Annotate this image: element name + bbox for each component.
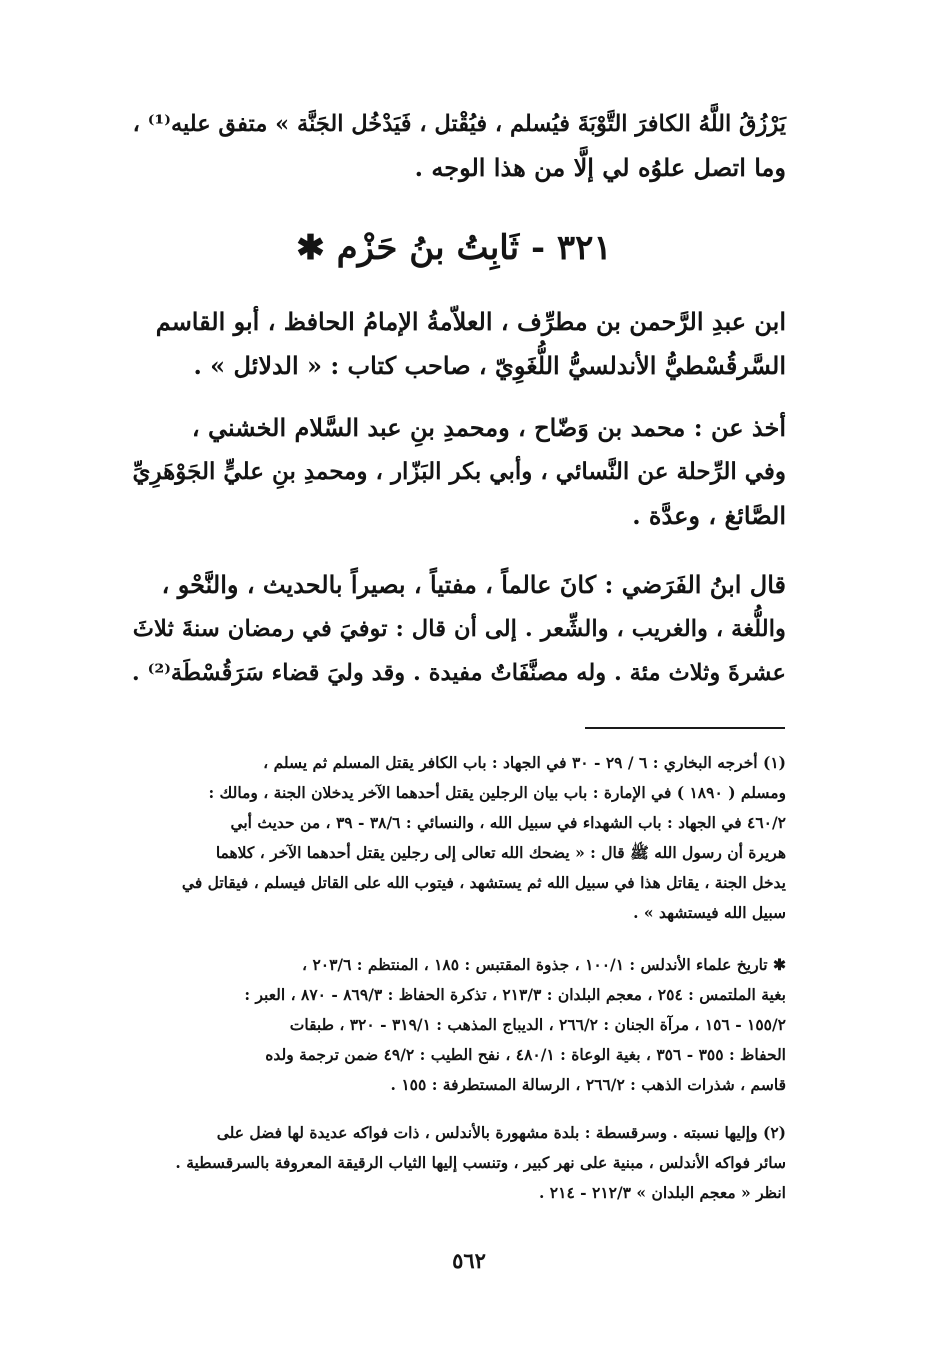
footnote-line: هريرة أن رسول الله ﷺ قال : « يضحك الله تعالى إلى رجلين يقتل أحدهما الآخر ، كلاهما [215,843,786,862]
paragraph-biography [122,563,786,695]
intro-paragraph [122,102,786,190]
footnote-line: سبيل الله فيستشهد » . [633,903,786,922]
footnote-line: ١٥٥/٢ - ١٥٦ ، مرآة الجنان : ٢٦٦/٢ ، الديباج المذهب : ٣١٩/١ - ٣٢٠ ، طبقات [289,1015,786,1034]
footnote-line: الحفاظ : ٣٥٥ - ٣٥٦ ، بغية الوعاة : ٤٨٠/١ ، نفح الطيب : ٤٩/٢ ضمن ترجمة ولده [265,1045,786,1064]
footnote-line: ومسلم ( ١٨٩٠ ) في الإمارة : باب بيان الرجلين يقتل أحدهما الآخر يدخلان الجنة ، ومالك : [208,783,786,802]
footnote-line: سائر فواكه الأندلس ، مبنية على نهر كبير ، وتنسب إليها الثياب الرقيقة المعروفة بالسرقسطية . [175,1153,786,1172]
text-line: يَرْزُقُ اللَّهُ الكافرَ التَّوْبَةَ فيُسلم ، فيُقْتل ، فَيَدْخُل الجَنَّة » متفق عليه⁽¹⁾ ، [132,111,786,137]
entry-heading: ٣٢١ - ثَابِتُ بنُ حَزْم ✱ [296,228,612,268]
text-line: أخذ عن : محمد بن وَضّاح ، ومحمدِ بنِ عبد السَّلام الخشني ، [191,413,786,442]
footnote-2 [122,1118,786,1208]
text-line: واللُّغة ، والغريب ، والشِّعر . إلى أن قال : توفيَ في رمضان سنةَ ثلاثَ [132,616,786,642]
footnote-line: ٤٦٠/٢ في الجهاد : باب الشهداء في سبيل الله ، والنسائي : ٣٨/٦ - ٣٩ ، من حديث أبي [230,813,786,832]
footnote-line: انظر « معجم البلدان » ٢١٢/٣ - ٢١٤ . [539,1183,786,1202]
footnote-line: (٢) وإليها نسبته . وسرقسطة : بلدة مشهورة بالأندلس ، ذات فواكه عديدة لها فضل على [216,1123,786,1142]
text-line: الصَّائغ ، وعدَّة . [632,501,786,530]
text-line: عشرةَ وثلاث مئة . وله مصنَّفَاتٌ مفيدة . وقد وليَ قضاء سَرَقُسْطَة⁽²⁾ . [131,660,786,686]
footnote-divider [585,727,785,729]
page-number: ٥٦٢ [452,1248,486,1273]
footnote-line: قاسم ، شذرات الذهب : ٢٦٦/٢ ، الرسالة المستطرفة : ١٥٥ . [390,1075,786,1094]
text-line: قال ابنُ الفَرَضي : كانَ عالماً ، مفتياً ، بصيراً بالحديث ، والنَّحْو ، [161,570,786,599]
footnote-line: (١) أخرجه البخاري : ٦ / ٢٩ - ٣٠ في الجهاد : باب الكافر يقتل المسلم ثم يسلم ، [263,753,786,772]
text-line: السَّرقُسْطيُّ الأندلسيُّ اللُّغَوِيّ ، صاحب كتاب : « الدلائل » . [193,351,786,380]
footnote-line: ✱ تاريخ علماء الأندلس : ١٠٠/١ ، جذوة المقتبس : ١٨٥ ، المنتظم : ٢٠٣/٦ ، [302,955,786,974]
text-line: وفي الرِّحلة عن النَّسائي ، وأبي بكر البَزّار ، ومحمدِ بنِ عليٍّ الجَوْهَرِيِّ [132,458,786,485]
text-line: ابن عبدِ الرَّحمن بن مطرِّف ، العلاّمةُ الإمامُ الحافظ ، أبو القاسم [155,307,786,336]
footnote-1 [122,748,786,928]
footnote-line: يدخل الجنة ، يقاتل هذا في سبيل الله ثم يستشهد ، فيتوب الله على القاتل فيسلم ، فيقاتل في [181,873,786,892]
text-line: وما اتصل علوُه لي إلَّا من هذا الوجه . [414,153,786,182]
paragraph-teachers [122,406,786,538]
paragraph-lineage [122,300,786,388]
footnote-line: بغية الملتمس : ٢٥٤ ، معجم البلدان : ٢١٣/٣ ، تذكرة الحفاظ : ٨٦٩/٣ - ٨٧٠ ، العبر : [244,985,786,1004]
footnote-sources [122,950,786,1100]
